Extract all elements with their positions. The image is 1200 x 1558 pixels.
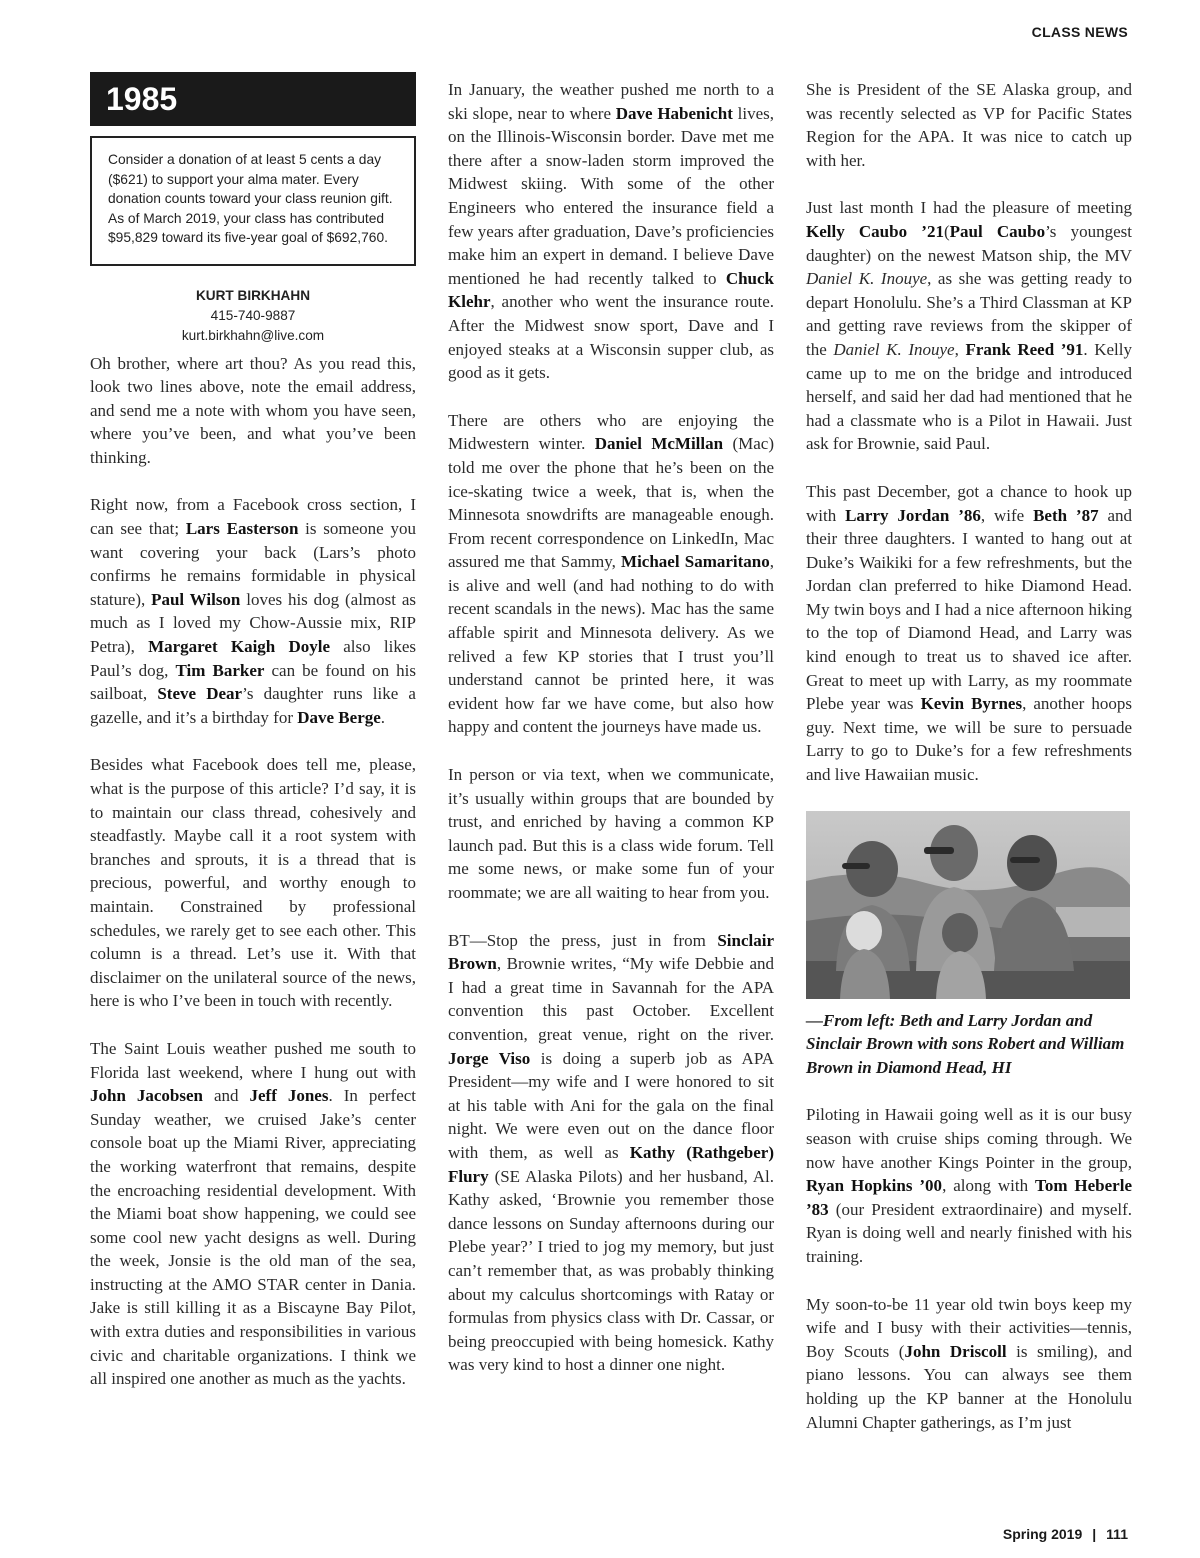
classmate-name: Jeff Jones [249,1086,329,1106]
text-run: , [954,339,966,359]
classmate-name: Daniel McMillan [594,434,724,454]
classmate-name: Kathy (Rathgeber) Flury [448,1142,774,1186]
text-run: . Kelly came up to me on the bridge and introduced herself, and said her dad had mentioned that he had a classmate who is a Pilot in Hawaii. Just ask for Brownie, said Paul. [806,339,1132,454]
text-run: In January, the weather pushed me north to a ski slope, near to where [448,80,774,123]
correspondent-name: KURT BIRKHAHN [195,287,311,303]
text-run: . [380,707,386,727]
column-3 [806,78,1132,1458]
text-run: (SE Alaska Pilots) and her husband, Al. Kathy asked, ‘Brownie you remember those dance lessons on Sunday afternoons during our Plebe year?’ I tried to jog my memory, but just can’t remember that, as was probably thinking about my calculus shortcomings with Ratay or formulas from physics class with Dr. Cassar, or being preoccupied with being homesick. Kathy was very kind to host a dinner one night. [448,1166,774,1375]
text-run: My soon-to-be 11 year old twin boys keep my wife and I busy with their activities—tennis, Boy Scouts ( [806,1294,1132,1361]
classmate-name: Sinclair Brown [448,930,774,974]
text-run: Oh brother, where art thou? As you read this, look two lines above, note the email address, and send me a note with whom you have seen, where you’ve been, and what you’ve been thinking. [90,353,416,467]
text-run: Piloting in Hawaii going well as it is our busy season with cruise ships coming through. We now have another Kings Pointer in the group, [806,1105,1132,1172]
article-paragraph [806,1293,1132,1435]
column-1 [90,78,416,1415]
donation-box: Consider a donation of at least 5 cents a day ($621) to support your alma mater. Every donation counts toward your class reunion gift. As of March 2019, your class has contributed $95,829 toward its five-year goal of $692,760. [90,136,416,266]
classmate-name: Jorge Viso [448,1048,531,1068]
article-paragraph [806,480,1132,787]
text-run: ’s youngest daughter) on the newest Matson ship, the MV [806,221,1132,265]
article-paragraph [806,78,1132,172]
page-number: 111 [1106,1526,1128,1542]
text-run: , is alive and well (and had nothing to do with recent scandals in the news). Mac has the same affable spirit and Minnesota delivery. As we relived a few KP stories that I trust you’ll understand cannot be printed here, it was evident how far we have come, but also how happy and content the journeys have made us. [448,552,774,737]
text-run: loves his dog (almost as much as I loved my Chow-Aussie mix, RIP Petra), [90,589,416,657]
article-paragraph [448,929,774,1377]
classmate-name: Ryan Hopkins ’00 [806,1176,943,1196]
text-run: , wife [980,505,1034,525]
text-run: and their three daughters. I wanted to hang out at Duke’s Waikiki for a few refreshments, but the Jordan clan preferred to hike Diamond Head. My twin boys and I had a nice afternoon hiking to the top of Diamond Head, and Larry was kind enough to treat us to shaved ice after. Great to meet up with Larry, as my roommate Plebe year was [806,505,1133,714]
classmate-name: Tim Barker [175,660,265,680]
classmate-name: Tom Heberle ’83 [806,1176,1132,1219]
classmate-name: Paul Wilson [151,589,241,609]
text-run: BT—Stop the press, just in from [448,930,718,950]
section-label: CLASS NEWS [1031,24,1128,40]
column-3-text-bottom [806,1103,1132,1434]
article-paragraph [448,763,774,905]
text-run: Just last month I had the pleasure of meeting [806,198,1132,218]
column-2 [448,78,774,1401]
text-run: is doing a superb job as APA President—my wife and I were honored to sit at his table with Ani for the gala on the final night. We were even out on the dance floor with them, as well as [448,1048,774,1162]
text-run: (our President extraordinaire) and myself. Ryan is doing well and nearly finished with his training. [806,1199,1132,1266]
text-run: , another who went the insurance route. After the Midwest snow sport, Dave and I enjoyed steaks at a Wisconsin supper club, as good as it gets. [448,292,774,383]
photo-caption: —From left: Beth and Larry Jordan and Sinclair Brown with sons Robert and William Brown in Diamond Head, HI [806,1010,1125,1077]
ship-name: Daniel K. Inouye [806,269,928,289]
text-run: and [203,1086,250,1106]
class-correspondent [90,286,416,346]
classmate-name: Frank Reed ’91 [965,339,1084,359]
article-paragraph [806,196,1132,456]
text-run: , Brownie writes, “My wife Debbie and I had a great time in Savannah for the APA convention this past October. Excellent convention, great venue, right on the river. [448,954,774,1044]
classmate-name: John Jacobsen [90,1086,203,1106]
page-footer [1003,1526,1128,1542]
classmate-name: Dave Habenicht [615,103,733,123]
article-paragraph [90,352,416,470]
classmate-name: Beth ’87 [1033,505,1099,525]
text-run: Right now, from a Facebook cross section, I can see that; [90,495,416,539]
issue-label: Spring 2019 [1002,1526,1083,1542]
classmate-name: Paul Caubo [949,221,1046,241]
classmate-name: Kevin Byrnes [920,694,1023,714]
classmate-name: Steve Dear [157,684,243,704]
classmate-name: Lars Easterson [185,519,299,539]
ship-name: Daniel K. Inouye [833,339,955,359]
classmate-name: Michael Samaritano [621,552,770,572]
text-run: can be found on his sailboat, [90,660,416,704]
text-run: The Saint Louis weather pushed me south to Florida last weekend, where I hung out with [90,1038,416,1082]
text-run: She is President of the SE Alaska group, and was recently selected as VP for Pacific States Region for the APA. It was nice to catch up with her. [806,80,1132,170]
correspondent-phone: 415-740-9887 [210,307,296,323]
text-run: Besides what Facebook does tell me, please, what is the purpose of this article? I’d say, it is to maintain our class thread, cohesively and steadfastly. Maybe call it a root system with branches and sprouts, it is a thread that is precious, powerful, and worthy enough to maintain. Constrained by professional schedules, we rarely get to see each other. This column is a thread. Let’s use it. With that disclaimer on the unilateral source of the news, here is who I’ve been in touch with recently. [90,755,416,1011]
text-run: is smiling), and piano lessons. You can always see them holding up the KP banner at the Honolulu Alumni Chapter gatherings, as I’m just [806,1341,1132,1432]
text-run: ’s daughter runs like a gazelle, and it’s a birthday for [90,684,416,727]
correspondent-email[interactable]: kurt.birkhahn@live.com [181,327,325,343]
group-photo [806,811,1130,999]
column-3-text-top [806,78,1132,787]
text-run: , another hoops guy. Next time, we will be sure to persuade Larry to go to Duke’s for a few refreshments and live Hawaiian music. [806,694,1132,785]
text-run: ( [943,221,950,241]
text-run: , as she was getting ready to depart Honolulu. She’s a Third Classman at KP and getting rave reviews from the skipper of the [806,269,1132,359]
article-paragraph [90,493,416,729]
classmate-name: Larry Jordan ’86 [845,505,981,525]
classmate-name: Dave Berge [297,707,381,727]
text-run: also likes Paul’s dog, [90,637,416,680]
classmate-name: John Driscoll [904,1341,1007,1361]
article-paragraph [806,1103,1132,1268]
article-paragraph [448,78,774,385]
classmate-name: Kelly Caubo ’21 [806,221,944,241]
text-run: There are others who are enjoying the Midwestern winter. [448,410,774,454]
column-1-text [90,352,416,1391]
text-run: In person or via text, when we communicate, it’s usually within groups that are bounded by trust, and enriched by having a common KP launch pad. But this is a class wide forum. Tell me some news, or make some fun of your roommate; we are all waiting to hear from you. [448,765,774,902]
article-paragraph [90,753,416,1013]
text-run: This past December, got a chance to hook up with [806,481,1132,525]
article-paragraph [448,409,774,739]
class-year-heading: 1985 [90,72,416,126]
classmate-name: Margaret Kaigh Doyle [148,637,331,657]
article-paragraph [90,1037,416,1391]
footer-separator: | [1092,1526,1097,1542]
classmate-name: Chuck Klehr [448,268,774,312]
text-run: (Mac) told me over the phone that he’s been on the ice-skating twice a week, that is, when the Minnesota snowdrifts are manageable enough. From recent correspondence on LinkedIn, Mac assured me that Sammy, [448,434,775,572]
text-run: is someone you want covering your back (Lars’s photo confirms he remains formidable in physical stature), [90,519,416,609]
column-2-text [448,78,774,1377]
text-run: . In perfect Sunday weather, we cruised Jake’s center console boat up the Miami River, appreciating the working waterfront that remains, despite the encroaching residential development. With the Miami boat show happening, we could see some cool new yacht designs as well. During the week, Jonsie is the old man of the sea, instructing at the AMO STAR center in Dania. Jake is still killing it as a Biscayne Bay Pilot, with extra duties and responsibilities in various civic and charitable organizations. I think we all inspired one another as much as the yachts. [90,1086,417,1389]
text-run: , along with [942,1176,1036,1196]
text-run: lives, on the Illinois-Wisconsin border. Dave met me there after a snow-laden storm improved the Midwest skiing. With some of the other Engineers who entered the insurance field a few years after graduation, Dave’s proficiencies make him an expert in demand. I believe Dave mentioned he had recently talked to [448,103,775,288]
